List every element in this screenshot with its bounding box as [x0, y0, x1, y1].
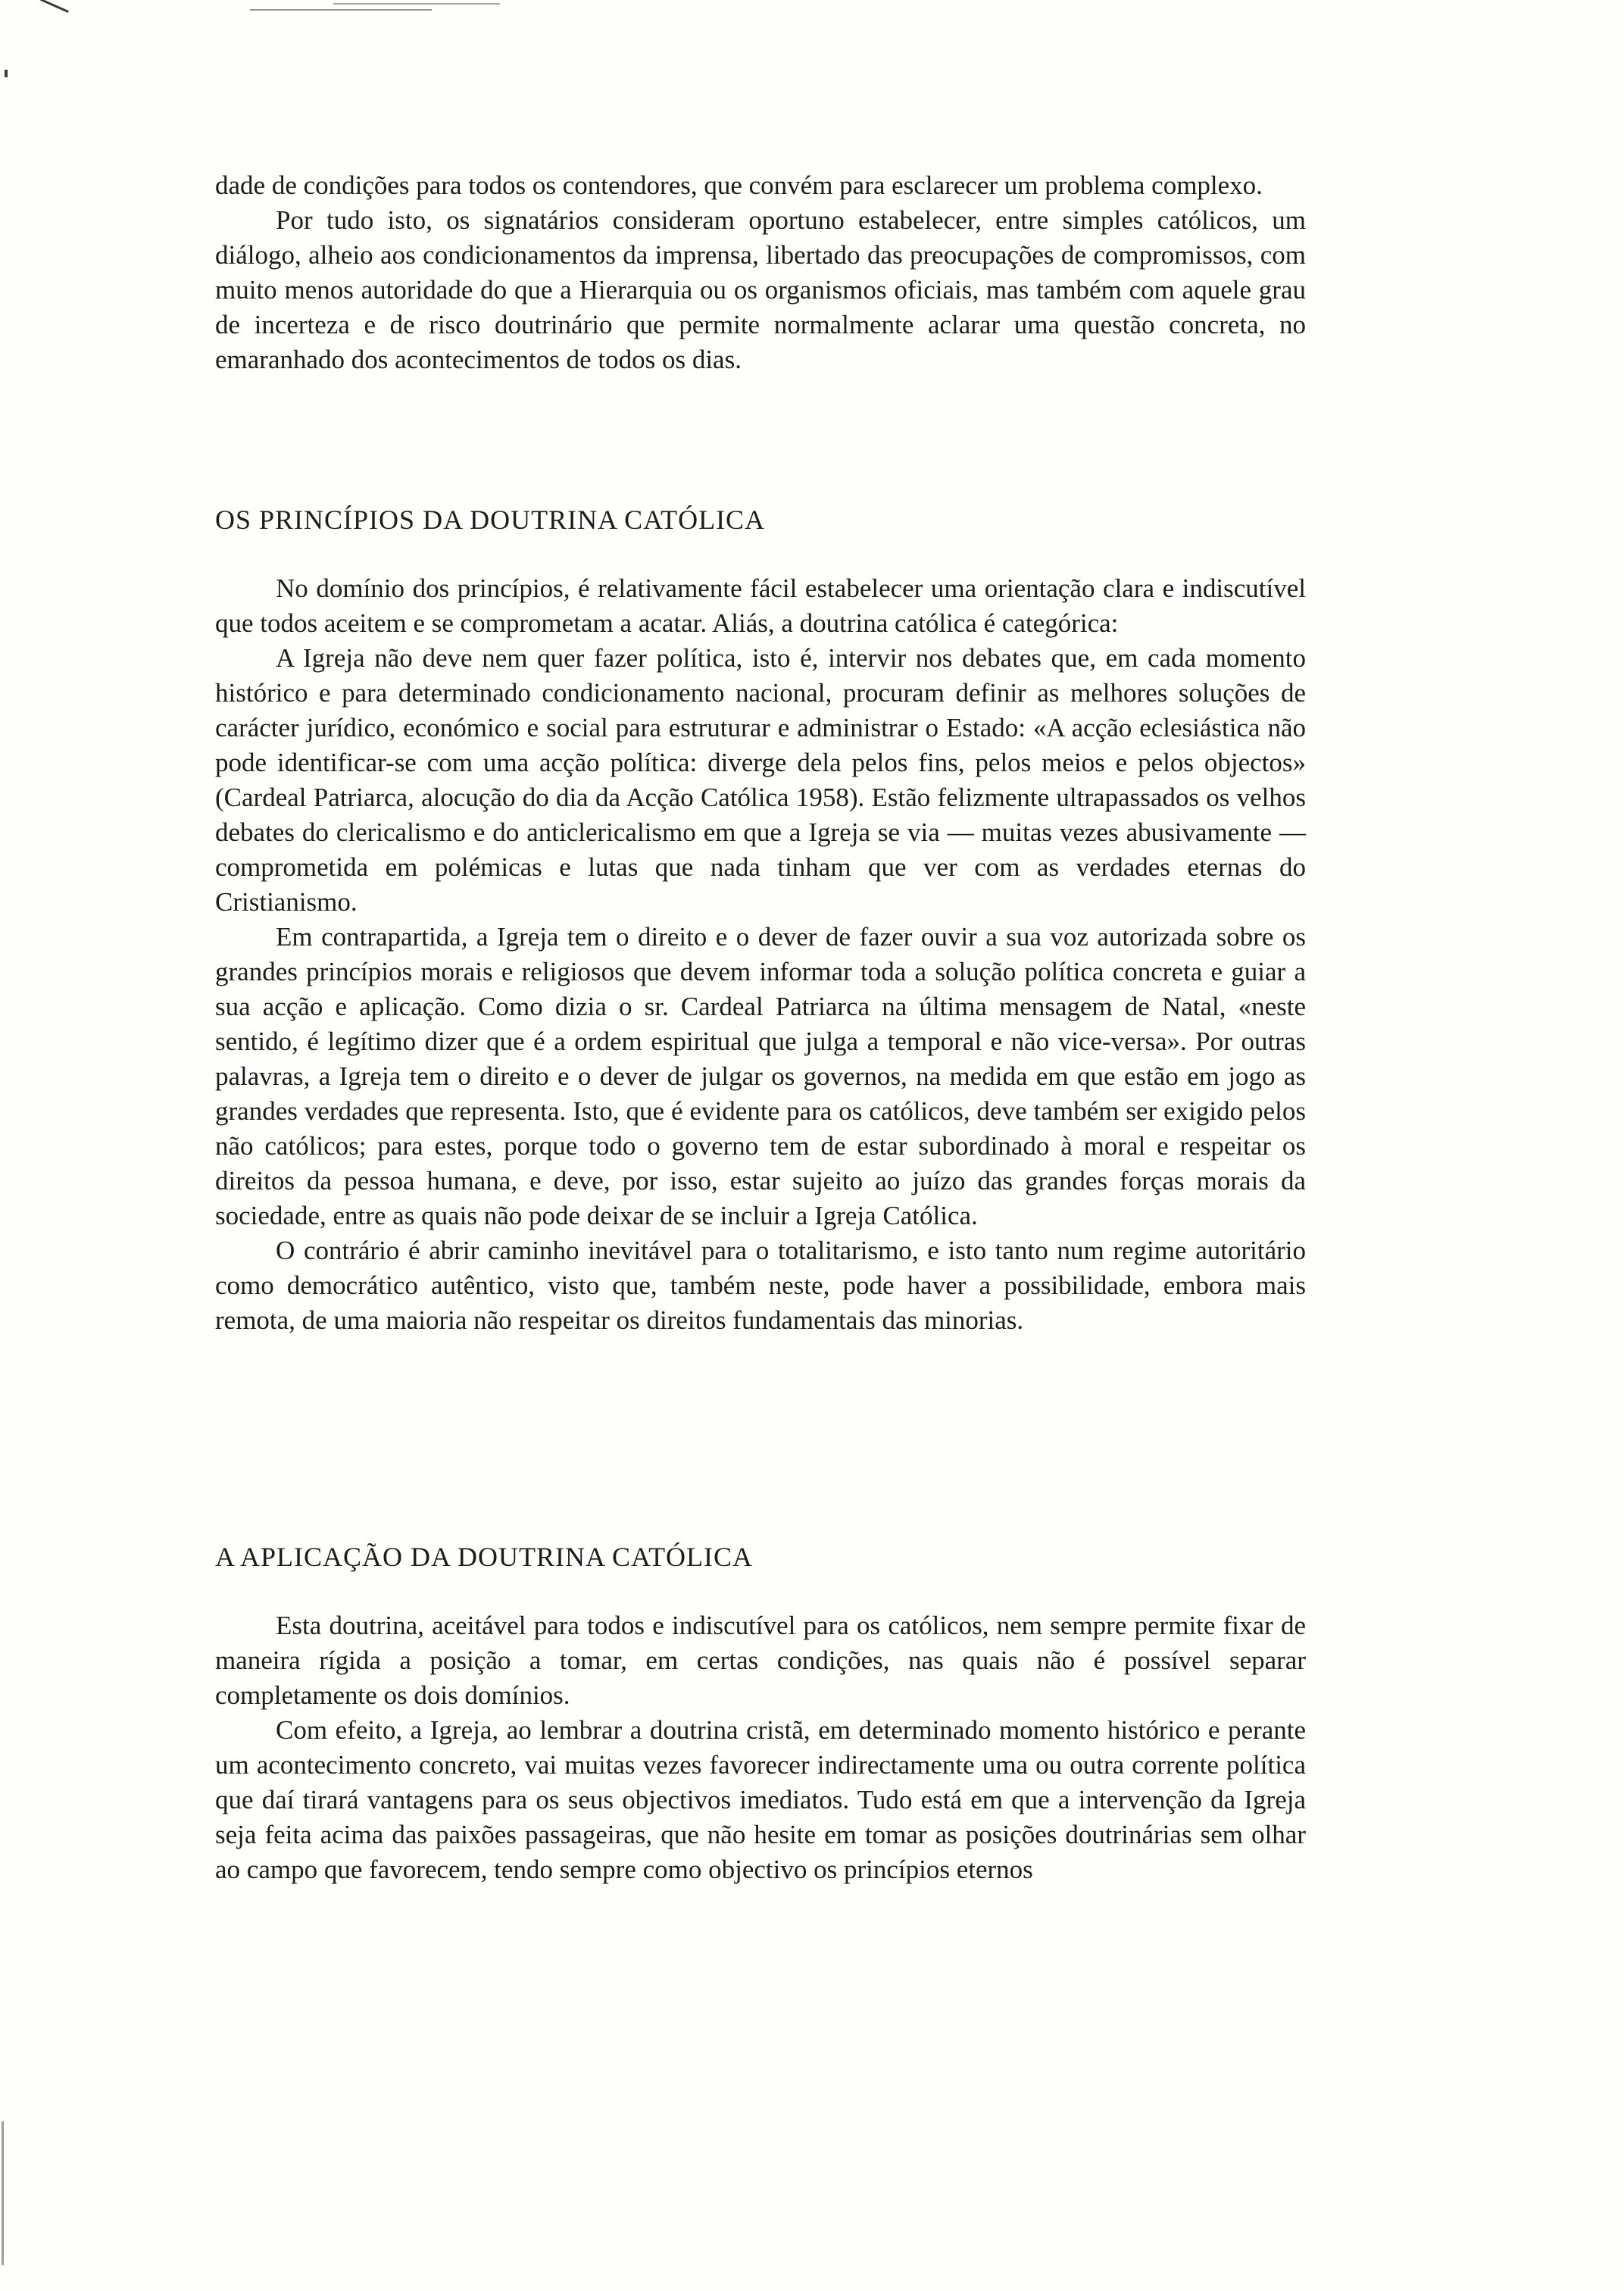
section-principios-body [215, 571, 1306, 1338]
intro-section [215, 168, 1306, 377]
intro-paragraph-1: dade de condições para todos os contendores, que convém para esclarecer um problema complexo. [215, 170, 1263, 200]
scan-mark-left-dot [5, 70, 8, 77]
section-aplicacao-body [215, 1608, 1306, 1887]
aplicacao-paragraph-1: Esta doutrina, aceitável para todos e indiscutível para os católicos, nem sempre permite fixar de maneira rígida a posição a tomar, em certas condições, nas quais não é possível separar completamente os dois domínios. [215, 1611, 1306, 1710]
scan-mark-top-rule [250, 9, 432, 11]
aplicacao-paragraph-2: Com efeito, a Igreja, ao lembrar a doutrina cristã, em determinado momento histórico e perante um acontecimento concreto, vai muitas vezes favorecer indirectamente uma ou outra corrente política que daí tirará vantagens para os seus objectivos imediatos. Tudo está em que a intervenção da Igreja seja feita acima das paixões passageiras, que não hesite em tomar as posições doutrinárias sem olhar ao campo que favorecem, tendo sempre como objectivo os princípios eternos [215, 1715, 1306, 1884]
scan-mark-top-rule-2 [333, 3, 500, 5]
section-heading-principios: OS PRINCÍPIOS DA DOUTRINA CATÓLICA [215, 505, 766, 535]
principios-paragraph-3: Em contrapartida, a Igreja tem o direito e o dever de fazer ouvir a sua voz autorizada sobre os grandes princípios morais e religiosos que devem informar toda a solução política concreta e guiar a sua acção e aplicação. Como dizia o sr. Cardeal Patriarca na última mensagem de Natal, «neste sentido, é legítimo dizer que é a ordem espiritual que julga a temporal e não vice-versa». Por outras palavras, a Igreja tem o direito e o dever de julgar os governos, na medida em que estão em jogo as grandes verdades que representa. Isto, que é evidente para os católicos, deve também ser exigido pelos não católicos; para estes, porque todo o governo tem de estar subordinado à moral e respeitar os direitos da pessoa humana, e deve, por isso, estar sujeito ao juízo das grandes forças morais da sociedade, entre as quais não pode deixar de se incluir a Igreja Católica. [215, 922, 1306, 1230]
principios-paragraph-1: No domínio dos princípios, é relativamente fácil estabelecer uma orientação clara e indiscutível que todos aceitem e se comprometam a acatar. Aliás, a doutrina católica é categórica: [215, 574, 1306, 638]
section-heading-aplicacao: A APLICAÇÃO DA DOUTRINA CATÓLICA [215, 1542, 754, 1572]
intro-paragraph-2: Por tudo isto, os signatários consideram oportuno estabelecer, entre simples católicos, um diálogo, alheio aos condicionamentos da imprensa, libertado das preocupações de compromissos, com muito menos autoridade do que a Hierarquia ou os organismos oficiais, mas também com aquele grau de incerteza e de risco doutrinário que permite normalmente aclarar uma questão concreta, no emaranhado dos acontecimentos de todos os dias. [215, 205, 1306, 374]
principios-paragraph-4: O contrário é abrir caminho inevitável para o totalitarismo, e isto tanto num regime autoritário como democrático autêntico, visto que, também neste, pode haver a possibilidade, embora mais remota, de uma maioria não respeitar os direitos fundamentais das minorias. [215, 1236, 1306, 1335]
scan-mark-top-left [40, 0, 69, 13]
principios-paragraph-2: A Igreja não deve nem quer fazer política, isto é, intervir nos debates que, em cada momento histórico e para determinado condicionamento nacional, procuram definir as melhores soluções de carácter jurídico, económico e social para estruturar e administrar o Estado: «A acção eclesiástica não pode identificar-se com uma acção política: diverge dela pelos fins, pelos meios e pelos objectos» (Cardeal Patriarca, alocução do dia da Acção Católica 1958). Estão felizmente ultrapassados os velhos debates do clericalismo e do anticlericalismo em que a Igreja se via — muitas vezes abusivamente — comprometida em polémicas e lutas que nada tinham que ver com as verdades eternas do Cristianismo. [215, 643, 1306, 917]
scan-mark-left-bar [2, 2121, 4, 2265]
